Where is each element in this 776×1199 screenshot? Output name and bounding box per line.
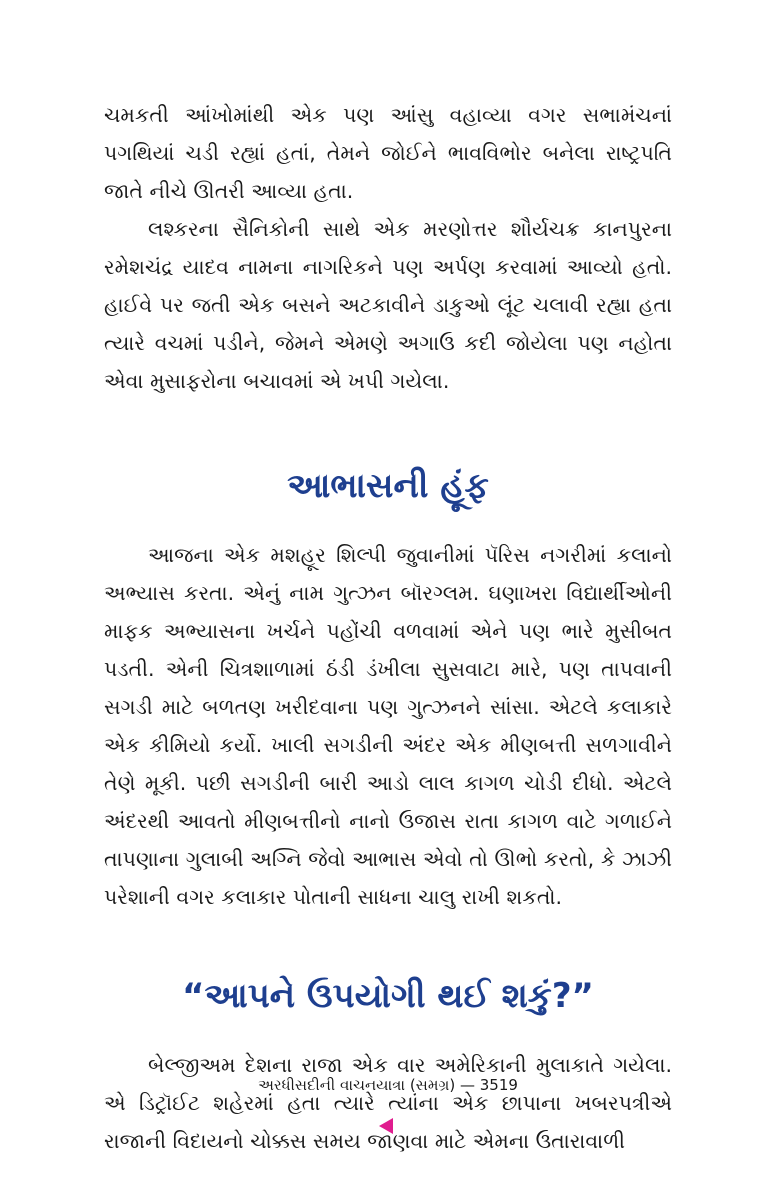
paragraph-bravery-award: લશ્કરના સૈનિકોની સાથે એક મરણોત્તર શૌર્યચક્ર કાનપુરના રમેશચંદ્ર યાદવ નામના નાગરિકને પણ અર્પણ કરવામાં આવ્યો હતો. હાઈવે પર જતી એક બસને અટકાવીને ડાકુઓ લૂંટ ચલાવી રહ્યા હતા ત્યારે વચમાં પડીને, જેમને એમણે અગાઉ કદી જોયેલા પણ નહોતા એવા મુસાફરોના બચાવમાં એ ખપી ગયેલા.	[104, 217, 672, 393]
section-title-abhas: આભાસની હૂંફ	[287, 466, 489, 506]
previous-page-arrow-icon[interactable]	[379, 1118, 393, 1134]
paragraph-continuation: ચમકતી આંખોમાંથી એક પણ આંસુ વહાવ્યા વગર સભામંચનાં પગથિયાં ચડી રહ્યાં હતાં, તેમને જોઈને ભાવવિભોર બનેલા રાષ્ટ્રપતિ જાતે નીચે ઊતરી આવ્યા હતા.	[104, 103, 672, 203]
page-footer: અરધીસદીની વાચનયાત્રા (સમગ્ર) — 3519	[258, 1076, 518, 1094]
paragraph-belgium-king: બેલ્જીઅમ દેશના રાજા એક વાર અમેરિકાની મુલાકાતે ગયેલા. એ ડિટ્રૉઈટ શહેરમાં હતા ત્યારે ત્યાંના એક છાપાના ખબરપત્રીએ રાજાની વિદાયનો ચોક્કસ સમય જાણવા માટે એમના ઉતારાવાળી	[104, 1053, 672, 1153]
paragraph-sculptor-story: આજના એક મશહૂર શિલ્પી જુવાનીમાં પૅરિસ નગરીમાં કલાનો અભ્યાસ કરતા. એનું નામ ગુત્ઝન બૉરગ્લમ. ઘણાખરા વિદ્યાર્થીઓની માફક અભ્યાસના ખર્ચને પહોંચી વળવામાં એને પણ ભારે મુસીબત પડતી. એની ચિત્રશાળામાં ઠંડી ડંખીલા સુસવાટા મારે, પણ તાપવાની સગડી માટે બળતણ ખરીદવાના પણ ગુત્ઝનને સાંસા. એટલે કલાકારે એક કીમિયો કર્યો. ખાલી સગડીની અંદર એક મીણબત્તી સળગાવીને તેણે મૂકી. પછી સગડીની બારી આડો લાલ કાગળ ચોડી દીધો. એટલે અંદરથી આવતો મીણબત્તીનો નાનો ઉજાસ રાતા કાગળ વાટે ગળાઈને તાપણાના ગુલાબી અગ્નિ જેવો આભાસ એવો તો ઊભો કરતો, કે ઝાઝી પરેશાની વગર કલાકાર પોતાની સાધના ચાલુ રાખી શકતો.	[104, 543, 672, 909]
page-content	[104, 96, 672, 1160]
section-title-upyogi: “આપને ઉપયોગી થઈ શકું?”	[182, 976, 594, 1016]
